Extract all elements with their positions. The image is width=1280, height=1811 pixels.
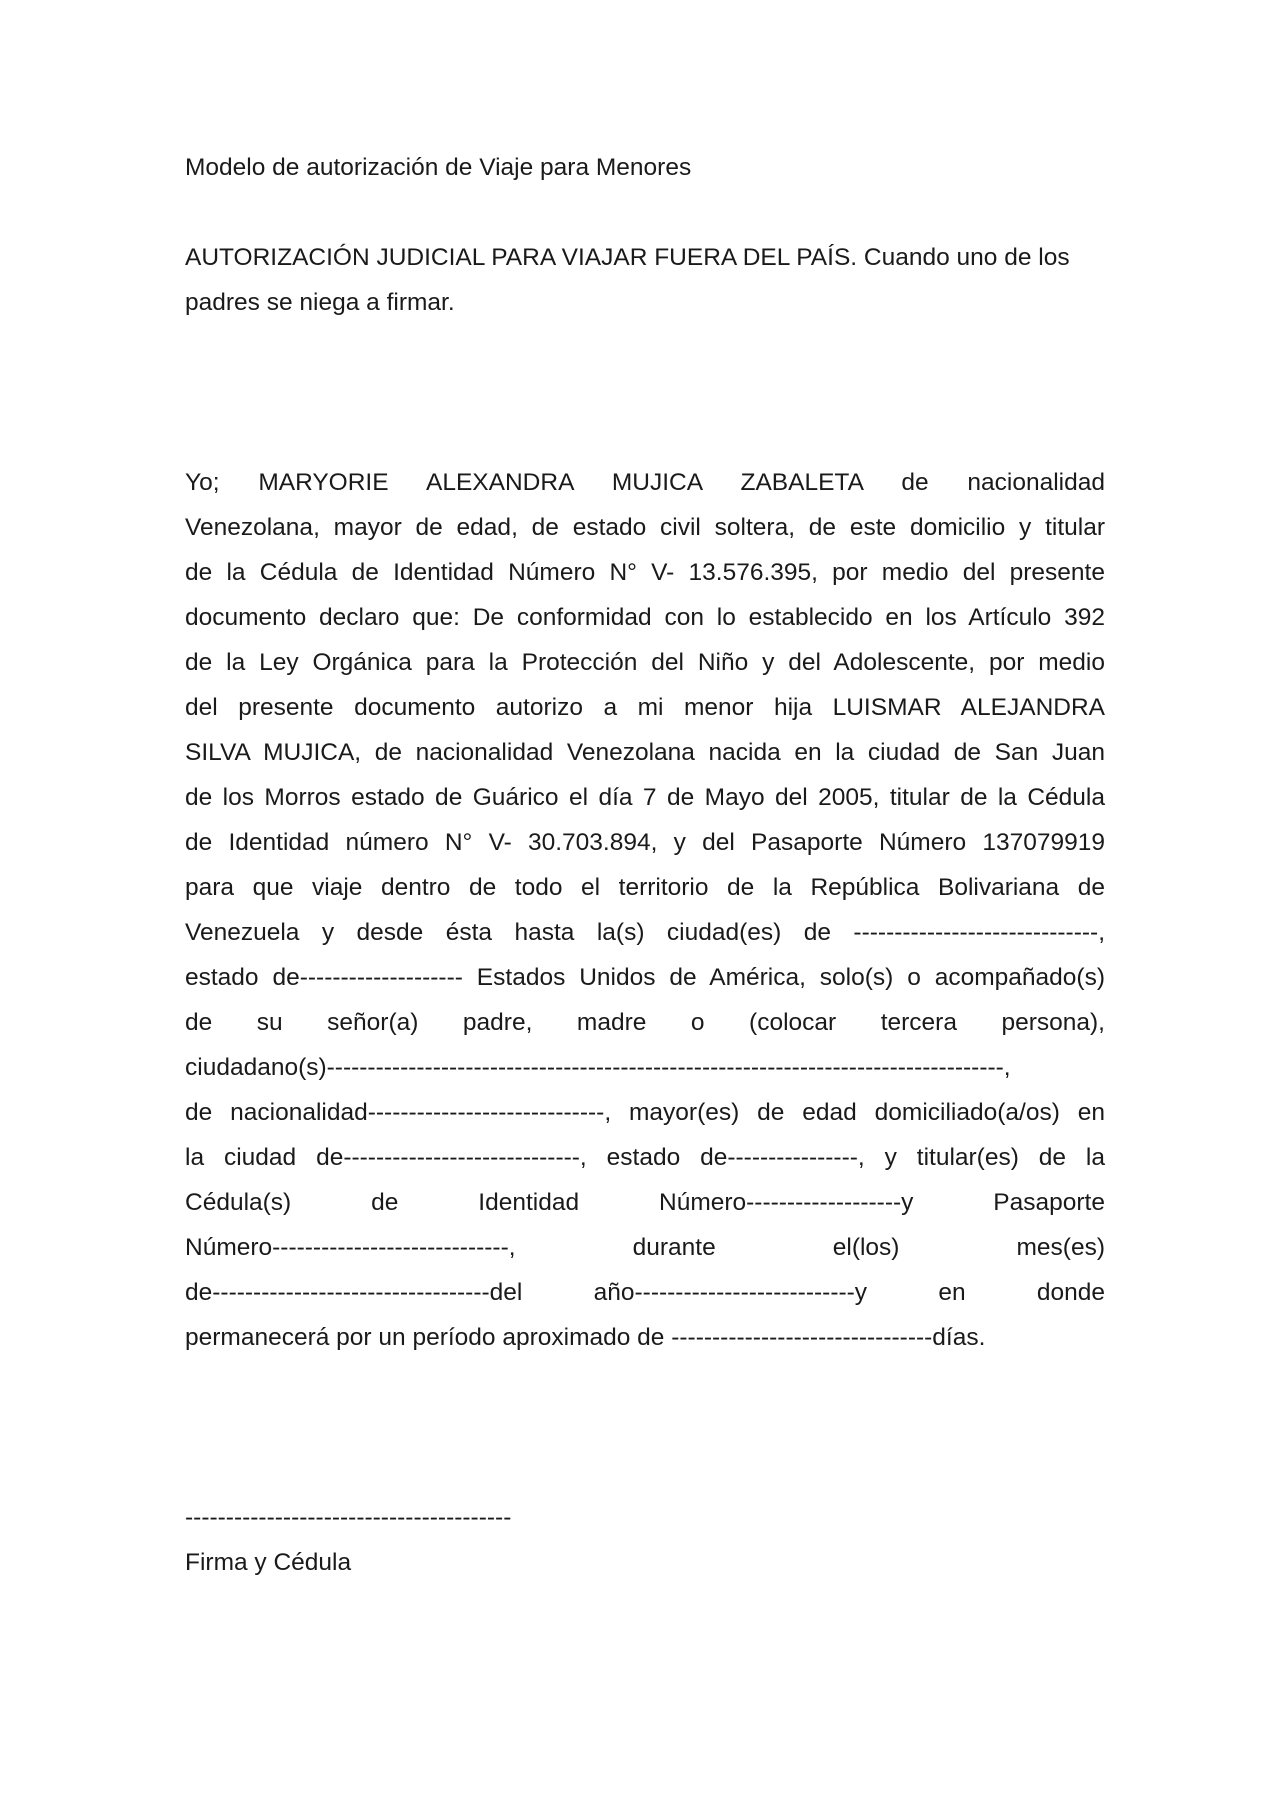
body-line: estado de-------------------- Estados Unidos de América, solo(s) o acompañado(s) [185,964,1105,991]
body-line: documento declaro que: De conformidad con lo establecido en los Artículo 392 [185,604,1105,631]
body-line: permanecerá por un período aproximado de --------------------------------días. [185,1324,986,1351]
body-line: SILVA MUJICA, de nacionalidad Venezolana nacida en la ciudad de San Juan [185,739,1105,766]
body-line: de Identidad número N° V- 30.703.894, y del Pasaporte Número 137079919 [185,829,1105,856]
body-line: de la Ley Orgánica para la Protección del Niño y del Adolescente, por medio [185,649,1105,676]
body-line: Yo; MARYORIE ALEXANDRA MUJICA ZABALETA de nacionalidad [185,469,1105,496]
body-line: Venezuela y desde ésta hasta la(s) ciudad(es) de ------------------------------, [185,919,1105,946]
body-line: de su señor(a) padre, madre o (colocar tercera persona), [185,1009,1105,1036]
body-line: de los Morros estado de Guárico el día 7 de Mayo del 2005, titular de la Cédula [185,784,1105,811]
body-line: de----------------------------------del año---------------------------y en donde [185,1279,1105,1306]
body-line: Número-----------------------------, durante el(los) mes(es) [185,1234,1105,1261]
body-line: ciudadano(s)-----------------------------------------------------------------------------------, [185,1054,1011,1081]
signature-label: Firma y Cédula [185,1549,352,1576]
body-line: para que viaje dentro de todo el territorio de la República Bolivariana de [185,874,1105,901]
body-line: de la Cédula de Identidad Número N° V- 13.576.395, por medio del presente [185,559,1105,586]
body-line: de nacionalidad-----------------------------, mayor(es) de edad domiciliado(a/os) en [185,1099,1105,1126]
body-line: del presente documento autorizo a mi menor hija LUISMAR ALEJANDRA [185,694,1105,721]
body-line: Venezolana, mayor de edad, de estado civil soltera, de este domicilio y titular [185,514,1105,541]
body-line: Cédula(s) de Identidad Número-------------------y Pasaporte [185,1189,1105,1216]
body-line: la ciudad de-----------------------------, estado de----------------, y titular(es) de la [185,1144,1105,1171]
authorization-body [185,460,1105,1360]
signature-line: ---------------------------------------- [185,1504,512,1531]
document-heading: AUTORIZACIÓN JUDICIAL PARA VIAJAR FUERA DEL PAÍS. Cuando uno de los padres se niega a firmar. [185,244,1070,316]
document-title: Modelo de autorización de Viaje para Menores [185,154,692,181]
